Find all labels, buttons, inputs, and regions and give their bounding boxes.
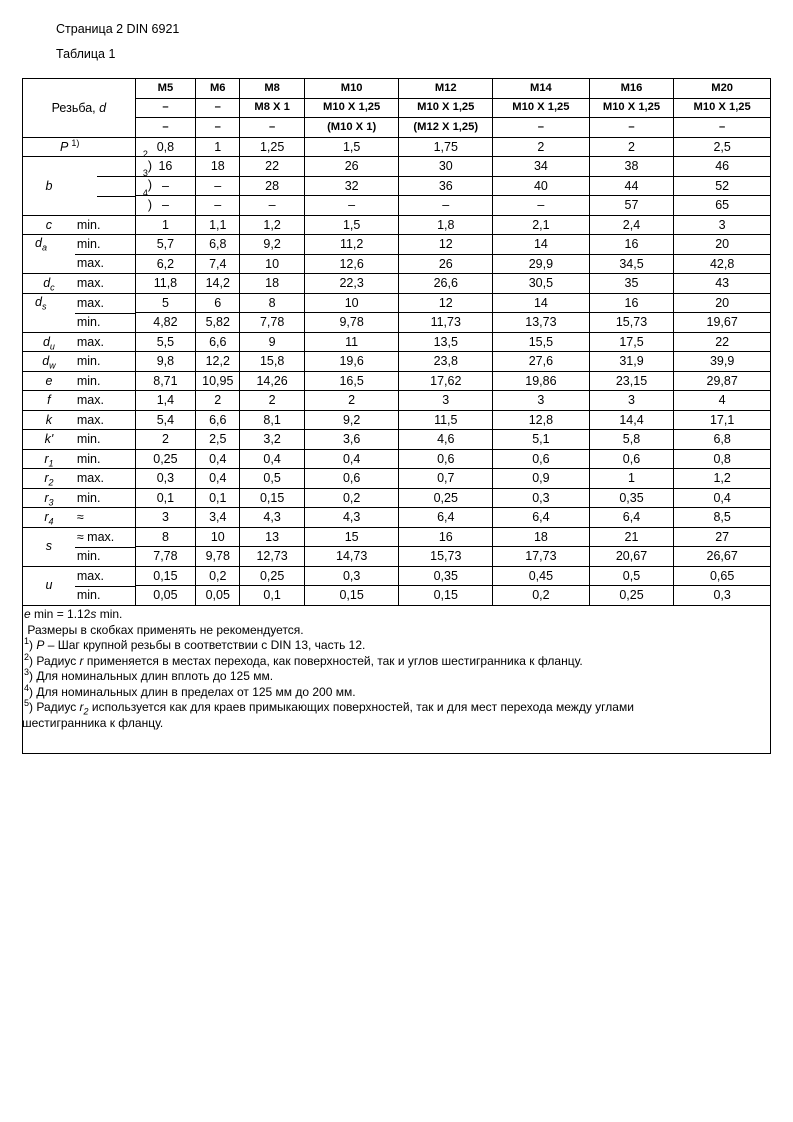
value-cell: 3 — [135, 508, 195, 528]
value-cell: 0,8 — [674, 449, 771, 469]
value-cell: 13 — [240, 527, 304, 547]
symbol-c: c — [23, 215, 75, 235]
value-cell: 14,4 — [589, 410, 674, 430]
value-cell: 16 — [135, 157, 195, 177]
value-cell: 9,2 — [240, 235, 304, 255]
value-cell: 13,73 — [493, 313, 590, 333]
value-cell: 14,73 — [304, 547, 399, 567]
value-cell: 8,5 — [674, 508, 771, 528]
value-cell: 0,9 — [493, 469, 590, 489]
value-cell: 35 — [589, 274, 674, 294]
header-row-sizes — [23, 79, 771, 99]
value-cell: 15,8 — [240, 352, 304, 372]
value-cell: 6,4 — [399, 508, 493, 528]
value-cell: 18 — [240, 274, 304, 294]
value-cell: 22 — [240, 157, 304, 177]
limit-label: min. — [75, 215, 135, 235]
value-cell: 0,6 — [493, 449, 590, 469]
value-cell: 3 — [399, 391, 493, 411]
value-cell: 11,5 — [399, 410, 493, 430]
symbol-r2: $r_2$ — [23, 469, 75, 489]
row-b-1 — [23, 157, 771, 177]
symbol-k: k — [23, 410, 75, 430]
footnote-4: $^4$) Для номинальных длин в пределах от 125 мм до 200 мм. — [24, 682, 356, 699]
row-b-3 — [23, 196, 771, 216]
value-cell: 2,5 — [674, 137, 771, 157]
fine-thread-cell: – — [196, 118, 240, 138]
value-cell: 2 — [240, 391, 304, 411]
fine-thread-cell: (M10 X 1) — [304, 118, 399, 138]
value-cell: 8,71 — [135, 371, 195, 391]
row-r4 — [23, 508, 771, 528]
value-cell: 1,8 — [399, 215, 493, 235]
value-cell: 10 — [304, 293, 399, 313]
footnotes — [24, 607, 634, 731]
limit-label: min. — [75, 430, 135, 450]
value-cell: 0,2 — [493, 586, 590, 606]
value-cell: 2 — [304, 391, 399, 411]
value-cell: 42,8 — [674, 254, 771, 274]
value-cell: 2,1 — [493, 215, 590, 235]
value-cell: 15,5 — [493, 332, 590, 352]
value-cell: 1,2 — [240, 215, 304, 235]
value-cell: 1,5 — [304, 215, 399, 235]
symbol-r1: $r_1$ — [23, 449, 75, 469]
value-cell: 6 — [196, 293, 240, 313]
limit-label: max. — [75, 254, 135, 274]
fine-thread-cell: – — [674, 118, 771, 138]
value-cell: 18 — [493, 527, 590, 547]
value-cell: 0,3 — [304, 566, 399, 586]
value-cell: 26 — [304, 157, 399, 177]
symbol-e: e — [23, 371, 75, 391]
note-brackets: Размеры в скобках применять не рекомендуется. — [27, 622, 304, 637]
value-cell: 43 — [674, 274, 771, 294]
value-cell: 4,3 — [240, 508, 304, 528]
value-cell: 1,25 — [240, 137, 304, 157]
value-cell: 6,8 — [196, 235, 240, 255]
footnote-5-cont: шестигранника к фланцу. — [22, 715, 164, 730]
value-cell: 0,1 — [196, 488, 240, 508]
value-cell: 0,25 — [399, 488, 493, 508]
row-c — [23, 215, 771, 235]
footnote-2: $^2$) Радиус r применяется в местах перехода, как поверхностей, так и углов шестигранника к фланцу. — [24, 651, 583, 668]
value-cell: 1,1 — [196, 215, 240, 235]
fine-thread-cell: – — [135, 118, 195, 138]
value-cell: 23,15 — [589, 371, 674, 391]
value-cell: 5,7 — [135, 235, 195, 255]
value-cell: 12,6 — [304, 254, 399, 274]
value-cell: 19,6 — [304, 352, 399, 372]
value-cell: 0,45 — [493, 566, 590, 586]
footnote-3: $^3$) Для номинальных длин вплоть до 125 мм. — [24, 667, 274, 683]
limit-label: min. — [75, 371, 135, 391]
value-cell: 46 — [674, 157, 771, 177]
value-cell: 4,3 — [304, 508, 399, 528]
value-cell: 0,7 — [399, 469, 493, 489]
value-cell: 2 — [135, 430, 195, 450]
value-cell: 4,6 — [399, 430, 493, 450]
row-k — [23, 410, 771, 430]
limit-label: min. — [75, 235, 135, 255]
value-cell: 0,15 — [240, 488, 304, 508]
value-cell: 9 — [240, 332, 304, 352]
value-cell: 26,6 — [399, 274, 493, 294]
value-cell: 27 — [674, 527, 771, 547]
value-cell: 7,4 — [196, 254, 240, 274]
row-f — [23, 391, 771, 411]
value-cell: 11 — [304, 332, 399, 352]
limit-label: min. — [75, 488, 135, 508]
value-cell: – — [196, 176, 240, 196]
value-cell: 0,6 — [304, 469, 399, 489]
value-cell: 23,8 — [399, 352, 493, 372]
symbol-dw: $d_w$ — [23, 352, 75, 372]
value-cell: 22,3 — [304, 274, 399, 294]
value-cell: 29,87 — [674, 371, 771, 391]
value-cell: 6,6 — [196, 410, 240, 430]
value-cell: 5,8 — [589, 430, 674, 450]
value-cell: 2 — [589, 137, 674, 157]
size-cell: M12 — [399, 79, 493, 99]
value-cell: 11,73 — [399, 313, 493, 333]
value-cell: 5,4 — [135, 410, 195, 430]
value-cell: 0,65 — [674, 566, 771, 586]
footnote-marker: 3 ) — [75, 176, 135, 196]
value-cell: 32 — [304, 176, 399, 196]
value-cell: 2,5 — [196, 430, 240, 450]
row-e — [23, 371, 771, 391]
value-cell: 20,67 — [589, 547, 674, 567]
value-cell: – — [304, 196, 399, 216]
value-cell: 2 — [196, 391, 240, 411]
value-cell: 20 — [674, 293, 771, 313]
value-cell: 16 — [589, 235, 674, 255]
value-cell: 34,5 — [589, 254, 674, 274]
footnote-5: $^5$) Радиус $r_2$ используется как для краев примыкающих поверхностей, так и для мест перехода между углами — [24, 698, 634, 717]
row-da-1 — [23, 235, 771, 255]
footnote-marker: 4 ) — [75, 196, 135, 216]
value-cell: – — [135, 196, 195, 216]
value-cell: 0,15 — [399, 586, 493, 606]
row-r3 — [23, 488, 771, 508]
limit-label: ≈ max. — [75, 527, 135, 547]
value-cell: 0,05 — [196, 586, 240, 606]
value-cell: – — [493, 196, 590, 216]
symbol-u: u — [23, 566, 75, 605]
value-cell: 30 — [399, 157, 493, 177]
header-row-fine-thread-1 — [23, 98, 771, 118]
value-cell: 1,5 — [304, 137, 399, 157]
limit-label: min. — [75, 586, 135, 606]
value-cell: 0,6 — [589, 449, 674, 469]
value-cell: 0,25 — [589, 586, 674, 606]
value-cell: 65 — [674, 196, 771, 216]
value-cell: 3 — [589, 391, 674, 411]
size-cell: M20 — [674, 79, 771, 99]
size-cell: M16 — [589, 79, 674, 99]
fine-thread-cell: – — [135, 98, 195, 118]
value-cell: 57 — [589, 196, 674, 216]
value-cell: 11,2 — [304, 235, 399, 255]
row-r1 — [23, 449, 771, 469]
value-cell: 10,95 — [196, 371, 240, 391]
value-cell: 0,6 — [399, 449, 493, 469]
row-du — [23, 332, 771, 352]
value-cell: 5,82 — [196, 313, 240, 333]
value-cell: 7,78 — [240, 313, 304, 333]
value-cell: 52 — [674, 176, 771, 196]
value-cell: 38 — [589, 157, 674, 177]
value-cell: 19,86 — [493, 371, 590, 391]
value-cell: 0,05 — [135, 586, 195, 606]
value-cell: 5,1 — [493, 430, 590, 450]
fine-thread-cell: – — [196, 98, 240, 118]
value-cell: – — [399, 196, 493, 216]
value-cell: 8 — [135, 527, 195, 547]
value-cell: 0,25 — [240, 566, 304, 586]
value-cell: 0,1 — [135, 488, 195, 508]
value-cell: 34 — [493, 157, 590, 177]
value-cell: 0,4 — [196, 449, 240, 469]
size-cell: M8 — [240, 79, 304, 99]
row-dc — [23, 274, 771, 294]
size-cell: M5 — [135, 79, 195, 99]
symbol-ds: $d_s$ — [23, 293, 75, 332]
fine-thread-cell: M10 X 1,25 — [589, 98, 674, 118]
value-cell: 29,9 — [493, 254, 590, 274]
value-cell: 2 — [493, 137, 590, 157]
value-cell: 9,2 — [304, 410, 399, 430]
symbol-b: b — [23, 157, 75, 216]
value-cell: 27,6 — [493, 352, 590, 372]
row-b-2 — [23, 176, 771, 196]
value-cell: 13,5 — [399, 332, 493, 352]
symbol-r3: $r_3$ — [23, 488, 75, 508]
row-k-prime — [23, 430, 771, 450]
limit-label: max. — [75, 332, 135, 352]
value-cell: 0,15 — [304, 586, 399, 606]
fine-thread-cell: – — [240, 118, 304, 138]
value-cell: 0,4 — [240, 449, 304, 469]
symbol-f: f — [23, 391, 75, 411]
value-cell: 6,6 — [196, 332, 240, 352]
row-s-2 — [23, 547, 771, 567]
value-cell: 16,5 — [304, 371, 399, 391]
value-cell: 31,9 — [589, 352, 674, 372]
value-cell: 0,3 — [493, 488, 590, 508]
symbol-da: $d_a$ — [23, 235, 75, 274]
value-cell: 0,5 — [240, 469, 304, 489]
value-cell: 8 — [240, 293, 304, 313]
size-cell: M10 — [304, 79, 399, 99]
value-cell: 0,4 — [304, 449, 399, 469]
value-cell: 4 — [674, 391, 771, 411]
value-cell: 26 — [399, 254, 493, 274]
thread-label-cell: Резьба, d — [23, 79, 136, 138]
fine-thread-cell: – — [589, 118, 674, 138]
value-cell: 7,78 — [135, 547, 195, 567]
limit-label: min. — [75, 313, 135, 333]
value-cell: 5 — [135, 293, 195, 313]
value-cell: 0,3 — [135, 469, 195, 489]
symbol-k-prime: k' — [23, 430, 75, 450]
value-cell: 0,2 — [304, 488, 399, 508]
symbol-P: P $^{1)}$ — [23, 137, 136, 157]
value-cell: 1,75 — [399, 137, 493, 157]
fine-thread-cell: M10 X 1,25 — [399, 98, 493, 118]
value-cell: 18 — [196, 157, 240, 177]
value-cell: 14,2 — [196, 274, 240, 294]
value-cell: 1 — [135, 215, 195, 235]
limit-label: max. — [75, 274, 135, 294]
limit-label: max. — [75, 469, 135, 489]
page-header: Страница 2 DIN 6921 — [56, 22, 180, 36]
value-cell: 4,82 — [135, 313, 195, 333]
value-cell: – — [240, 196, 304, 216]
value-cell: – — [196, 196, 240, 216]
value-cell: 39,9 — [674, 352, 771, 372]
row-dw — [23, 352, 771, 372]
value-cell: 19,67 — [674, 313, 771, 333]
fine-thread-cell: M10 X 1,25 — [674, 98, 771, 118]
value-cell: 0,15 — [135, 566, 195, 586]
note-e-min: e min = 1.12s min. — [24, 607, 123, 621]
row-da-2 — [23, 254, 771, 274]
value-cell: 1 — [196, 137, 240, 157]
value-cell: 1,4 — [135, 391, 195, 411]
symbol-s: s — [23, 527, 75, 566]
value-cell: 0,1 — [240, 586, 304, 606]
value-cell: 30,5 — [493, 274, 590, 294]
value-cell: 6,4 — [589, 508, 674, 528]
value-cell: 3,2 — [240, 430, 304, 450]
fine-thread-cell: – — [493, 118, 590, 138]
value-cell: 3,4 — [196, 508, 240, 528]
value-cell: 12,8 — [493, 410, 590, 430]
value-cell: 3 — [674, 215, 771, 235]
value-cell: 36 — [399, 176, 493, 196]
value-cell: 14,26 — [240, 371, 304, 391]
value-cell: 0,4 — [674, 488, 771, 508]
value-cell: 9,78 — [196, 547, 240, 567]
value-cell: 17,1 — [674, 410, 771, 430]
fine-thread-cell: M10 X 1,25 — [304, 98, 399, 118]
fine-thread-cell: M10 X 1,25 — [493, 98, 590, 118]
value-cell: 14 — [493, 235, 590, 255]
limit-label: min. — [75, 547, 135, 567]
size-cell: M6 — [196, 79, 240, 99]
value-cell: 22 — [674, 332, 771, 352]
value-cell: 1,2 — [674, 469, 771, 489]
value-cell: 1 — [589, 469, 674, 489]
footnote-1: $^1$) P – Шаг крупной резьбы в соответствии с DIN 13, часть 12. — [24, 636, 366, 652]
value-cell: 10 — [240, 254, 304, 274]
value-cell: 17,73 — [493, 547, 590, 567]
value-cell: 5,5 — [135, 332, 195, 352]
row-ds-1 — [23, 293, 771, 313]
value-cell: 3,6 — [304, 430, 399, 450]
row-u-2 — [23, 586, 771, 606]
value-cell: 20 — [674, 235, 771, 255]
value-cell: 10 — [196, 527, 240, 547]
row-s-1 — [23, 527, 771, 547]
value-cell: 0,3 — [674, 586, 771, 606]
limit-label: max. — [75, 566, 135, 586]
value-cell: 44 — [589, 176, 674, 196]
value-cell: 15 — [304, 527, 399, 547]
value-cell: 0,4 — [196, 469, 240, 489]
value-cell: 14 — [493, 293, 590, 313]
value-cell: 11,8 — [135, 274, 195, 294]
value-cell: 9,8 — [135, 352, 195, 372]
limit-label: max. — [75, 293, 135, 313]
value-cell: 8,1 — [240, 410, 304, 430]
limit-label: min. — [75, 352, 135, 372]
value-cell: 26,67 — [674, 547, 771, 567]
header-row-fine-thread-2 — [23, 118, 771, 138]
value-cell: 12 — [399, 235, 493, 255]
row-u-1 — [23, 566, 771, 586]
value-cell: 21 — [589, 527, 674, 547]
limit-label: ≈ — [75, 508, 135, 528]
value-cell: 6,8 — [674, 430, 771, 450]
footnote-marker: 2 ) — [75, 157, 135, 177]
value-cell: 0,2 — [196, 566, 240, 586]
value-cell: 0,8 — [135, 137, 195, 157]
value-cell: 15,73 — [399, 547, 493, 567]
limit-label: min. — [75, 449, 135, 469]
value-cell: 16 — [399, 527, 493, 547]
limit-label: max. — [75, 410, 135, 430]
value-cell: 2,4 — [589, 215, 674, 235]
value-cell: 40 — [493, 176, 590, 196]
limit-label: max. — [75, 391, 135, 411]
size-cell: M14 — [493, 79, 590, 99]
value-cell: 17,62 — [399, 371, 493, 391]
symbol-du: $d_u$ — [23, 332, 75, 352]
value-cell: 3 — [493, 391, 590, 411]
table-label: Таблица 1 — [56, 47, 116, 61]
row-ds-2 — [23, 313, 771, 333]
fine-thread-cell: M8 X 1 — [240, 98, 304, 118]
value-cell: – — [135, 176, 195, 196]
value-cell: 0,25 — [135, 449, 195, 469]
value-cell: 28 — [240, 176, 304, 196]
value-cell: 6,4 — [493, 508, 590, 528]
value-cell: 0,5 — [589, 566, 674, 586]
value-cell: 15,73 — [589, 313, 674, 333]
value-cell: 12 — [399, 293, 493, 313]
value-cell: 9,78 — [304, 313, 399, 333]
fine-thread-cell: (M12 X 1,25) — [399, 118, 493, 138]
row-P — [23, 137, 771, 157]
value-cell: 0,35 — [399, 566, 493, 586]
row-r2 — [23, 469, 771, 489]
symbol-r4: $r_4$ — [23, 508, 75, 528]
dimensions-table — [22, 78, 771, 606]
value-cell: 12,73 — [240, 547, 304, 567]
value-cell: 16 — [589, 293, 674, 313]
symbol-dc: $d_c$ — [23, 274, 75, 294]
value-cell: 17,5 — [589, 332, 674, 352]
value-cell: 6,2 — [135, 254, 195, 274]
value-cell: 0,35 — [589, 488, 674, 508]
value-cell: 12,2 — [196, 352, 240, 372]
